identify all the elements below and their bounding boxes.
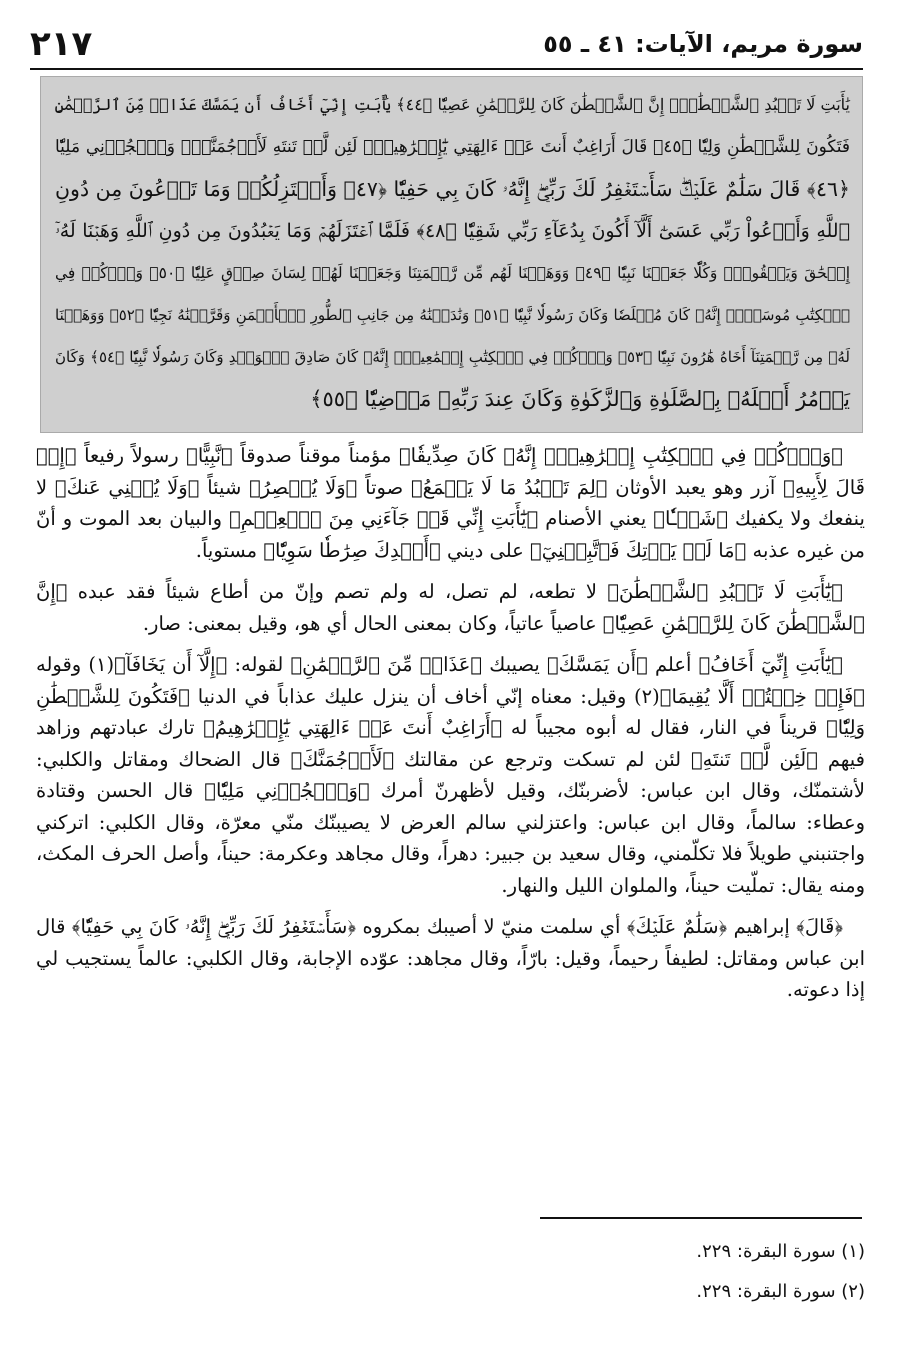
commentary-paragraph: ﴿وَٱذۡكُرۡ فِي ٱلۡكِتَٰبِ إِبۡرَٰهِيمَۚ إِنَّهُۥ كَانَ صِدِّيقٗا﴾ مؤمناً موقناً صدوقاً ﴿نَّبِيًّا﴾ رسولاً رفيعاً ﴿إِذۡ قَالَ لِأَبِيهِ﴾ آزر وهو يعبد الأوثان ﴿لِمَ تَعۡبُدُ مَا لَا يَسۡمَعُ﴾ صوتاً ﴿وَلَا يُبۡصِرُ﴾ شيئاً ﴿وَلَا يُغۡنِي عَنكَ﴾ لا ينفعك ولا يكفيك ﴿شَيۡـٔٗا﴾ يعني الأصنام ﴿يَٰٓأَبَتِ إِنِّي قَدۡ جَآءَنِي مِنَ ٱلۡعِلۡمِ﴾ والبيان بعد الموت و أنّ من غيره عذبه ﴿مَا لَمۡ يَأۡتِكَ فَٱتَّبِعۡنِيٓ﴾ على ديني ﴿أَهۡدِكَ صِرَٰطٗا سَوِيّٗا﴾ مستوياً. — [36, 444, 865, 562]
page-number: ٢١٧ — [30, 24, 93, 64]
footnote-divider — [540, 1217, 862, 1219]
footnotes — [265, 1232, 865, 1312]
quran-line: ٱلۡكِتَٰبِ مُوسَىٰٓۚ إِنَّهُۥ كَانَ مُخۡلَصٗا وَكَانَ رَسُولٗا نَّبِيّٗا ﴿٥١﴾ وَنَٰدَيۡنَٰهُ مِن جَانِبِ ٱلطُّورِ ٱلۡأَيۡمَنِ وَقَرَّبۡنَٰهُ نَجِيّٗا ﴿٥٢﴾ وَوَهَبۡنَا — [55, 306, 850, 324]
quran-line: ﴿٤٦﴾ قَالَ سَلَٰمٌ عَلَيۡكَۖ سَأَسۡتَغۡفِرُ لَكَ رَبِّيٓۖ إِنَّهُۥ كَانَ بِي حَفِيّٗا ﴿٤٧﴾ وَأَعۡتَزِلُكُمۡ وَمَا تَدۡعُونَ مِن دُونِ — [55, 177, 850, 201]
quran-line: يَٰأَبَتِ لَا تَعۡبُدِ ٱلشَّيۡطَٰنَۖ إِنَّ ٱلشَّيۡطَٰنَ كَانَ لِلرَّحۡمَٰنِ عَصِيّٗا ﴿٤٤﴾ يَٰأَبَتِ إِنِّيٓ أَخَافُ أَن يَمَسَّكَ عَذَابٞ مِّنَ ٱلرَّحۡمَٰنِ — [54, 95, 850, 114]
quran-line: إِسۡحَٰقَ وَيَعۡقُوبَۖ وَكُلّٗا جَعَلۡنَا نَبِيّٗا ﴿٤٩﴾ وَوَهَبۡنَا لَهُم مِّن رَّحۡمَتِنَا وَجَعَلۡنَا لَهُمۡ لِسَانَ صِدۡقٍ عَلِيّٗا ﴿٥٠﴾ وَٱذۡكُرۡ فِي — [55, 264, 850, 282]
commentary-paragraph: ﴿يَٰٓأَبَتِ إِنِّيٓ أَخَافُ﴾ أعلم ﴿أَن يَمَسَّكَ﴾ يصيبك ﴿عَذَابٞ مِّنَ ٱلرَّحۡمَٰنِ﴾ لقوله: ﴿إِلَّآ أَن يَخَافَآ﴾(١) وقوله ﴿فَإِنۡ خِفۡتُمۡ أَلَّا يُقِيمَا﴾(٢) وقيل: معناه إنّي أخاف أن ينزل عليك عذاباً في الدنيا ﴿فَتَكُونَ لِلشَّيۡطَٰنِ وَلِيّٗا﴾ قريناً في النار، فقال له أبوه مجيباً له ﴿أَرَاغِبٌ أَنتَ عَنۡ ءَالِهَتِي يَٰٓإِبۡرَٰهِيمُ﴾ تارك عبادتهم وزاهد فيهم ﴿لَئِن لَّمۡ تَنتَهِ﴾ لئن لم تسكت وترجع عن مقالتك ﴿لَأَرۡجُمَنَّكَ﴾ قال الضحاك ومقاتل والكلبي: لأشتمنّك، وقال ابن عباس: لأضربنّك، وقيل لأظهرنّ أمرك ﴿وَٱهۡجُرۡنِي مَلِيّٗا﴾ قال الحسن وقتادة وعطاء: سالماً، وقال ابن عباس: واعتزلني سالم العرض لا يصيبنّك منّي معرّة، وقال الكلبي: اتركني واجتنبني طويلاً فلا تكلّمني، وقال سعيد بن جبير: دهراً، وقال مجاهد وعكرمة: حيناً، وأصل الحرف المكث، ومنه يقال: تملّيت حيناً، والملوان الليل والنهار. — [36, 653, 865, 897]
quran-line: لَهُۥ مِن رَّحۡمَتِنَآ أَخَاهُ هَٰرُونَ نَبِيّٗا ﴿٥٣﴾ وَٱذۡكُرۡ فِي ٱلۡكِتَٰبِ إِسۡمَٰعِيلَۚ إِنَّهُۥ كَانَ صَادِقَ ٱلۡوَعۡدِ وَكَانَ رَسُولٗا نَّبِيّٗا ﴿٥٤﴾ وَكَانَ — [55, 348, 850, 366]
page-header — [30, 24, 863, 64]
quran-line: ٱللَّهِ وَأَدۡعُواْ رَبِّي عَسَىٰٓ أَلَّآ أَكُونَ بِدُعَآءِ رَبِّي شَقِيّٗا ﴿٤٨﴾ فَلَمَّا ٱعۡتَزَلَهُمۡ وَمَا يَعۡبُدُونَ مِن دُونِ ٱللَّهِ وَهَبۡنَا لَهُۥٓ — [55, 220, 850, 242]
quran-verses-box — [40, 76, 863, 433]
quran-line: فَتَكُونَ لِلشَّيۡطَٰنِ وَلِيّٗا ﴿٤٥﴾ قَالَ أَرَاغِبٌ أَنتَ عَنۡ ءَالِهَتِي يَٰٓإِبۡرَٰهِيمُۖ لَئِن لَّمۡ تَنتَهِ لَأَرۡجُمَنَّكَۖ وَٱهۡجُرۡنِي مَلِيّٗا — [55, 137, 850, 157]
commentary-paragraph: ﴿قَالَ﴾ إبراهيم ﴿سَلَٰمٌ عَلَيۡكَ﴾ أي سلمت منيّ لا أصيبك بمكروه ﴿سَأَسۡتَغۡفِرُ لَكَ رَبِّيٓۖ إِنَّهُۥ كَانَ بِي حَفِيّٗا﴾ قال ابن عباس ومقاتل: لطيفاً رحيماً، وقيل: بارّاً، وقال مجاهد: عوّده الإجابة، وقال الكلبي: عالماً يستجيب لي إذا دعوته. — [36, 915, 865, 1001]
commentary-body — [36, 440, 865, 1016]
quran-line: يَأۡمُرُ أَهۡلَهُۥ بِٱلصَّلَوٰةِ وَٱلزَّكَوٰةِ وَكَانَ عِندَ رَبِّهِۦ مَرۡضِيّٗا ﴿٥٥﴾ — [310, 387, 850, 411]
header-divider — [30, 68, 863, 70]
surah-title: سورة مريم، الآيات: ٤١ ـ ٥٥ — [543, 30, 863, 58]
footnote: (١) سورة البقرة: ٢٢٩. — [696, 1241, 865, 1262]
commentary-paragraph: ﴿يَٰٓأَبَتِ لَا تَعۡبُدِ ٱلشَّيۡطَٰنَ﴾ لا تطعه، لم تصل، له ولم تصم وإنّ من أطاع شيئاً فقد عبده ﴿إِنَّ ٱلشَّيۡطَٰنَ كَانَ لِلرَّحۡمَٰنِ عَصِيّٗا﴾ عاصياً عاتياً، وكان بمعنى الحال أي هو، وقيل بمعنى: صار. — [36, 580, 865, 635]
footnote: (٢) سورة البقرة: ٢٢٩. — [696, 1281, 865, 1302]
